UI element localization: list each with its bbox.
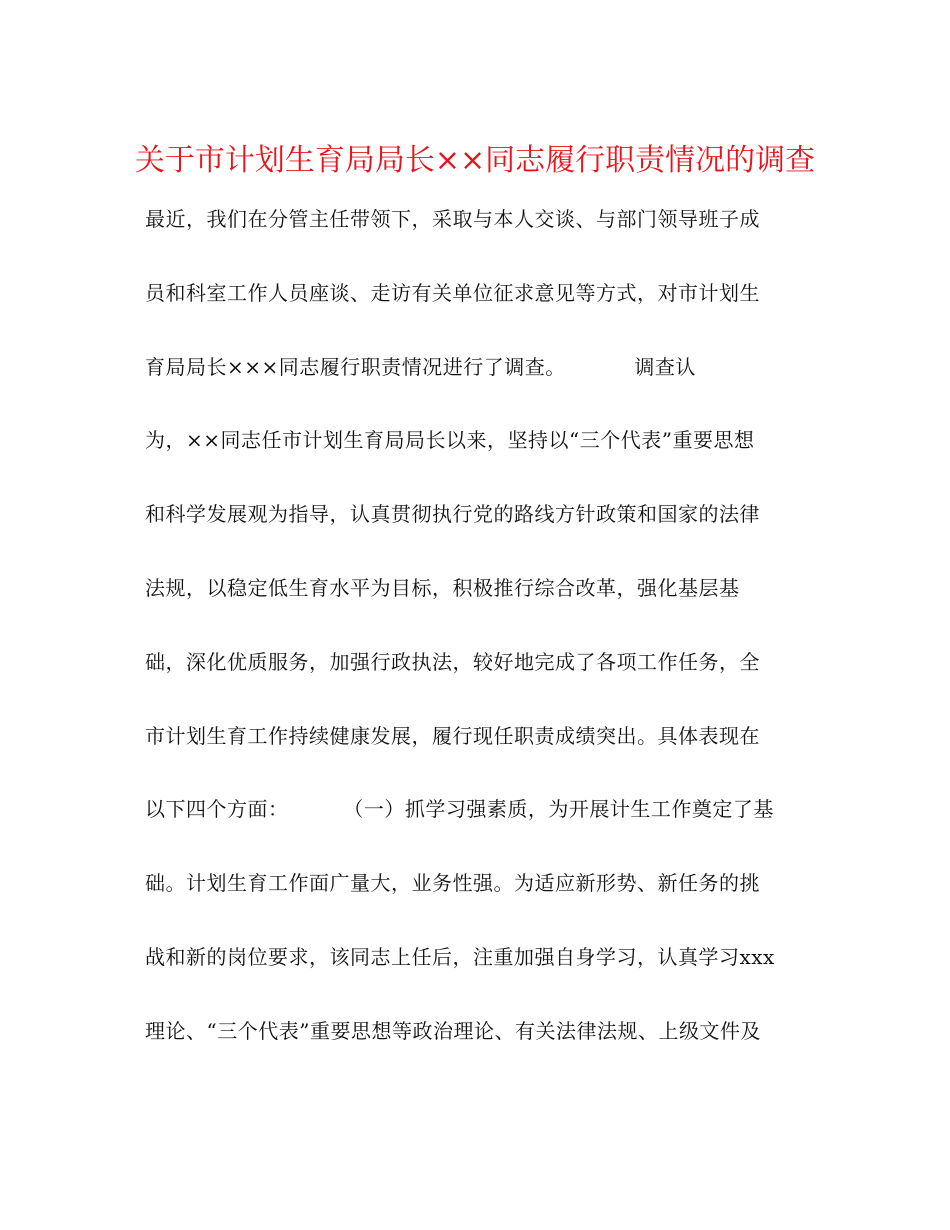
body-line: 员和科室工作人员座谈、走访有关单位征求意见等方式，对市计划生 <box>145 280 760 305</box>
body-line: 最近，我们在分管主任带领下，采取与本人交谈、与部门领导班子成 <box>145 207 760 231</box>
body-line: 础，深化优质服务，加强行政执法，较好地完成了各项工作任务，全 <box>145 649 760 674</box>
body-line: 为，××同志任市计划生育局局长以来，坚持以“三个代表”重要思想 <box>145 428 755 453</box>
document-body <box>145 196 825 1082</box>
body-line: 和科学发展观为指导，认真贯彻执行党的路线方针政策和国家的法律 <box>145 502 760 527</box>
body-line: 市计划生育工作持续健康发展，履行现任职责成绩突出。具体表现在 <box>145 723 760 748</box>
body-line: 育局局长×××同志履行职责情况进行了调查。 调查认 <box>145 354 696 379</box>
document-title: 关于市计划生育局局长××同志履行职责情况的调查 <box>134 143 816 178</box>
body-line: 战和新的岗位要求，该同志上任后，注重加强自身学习，认真学习xxx <box>145 944 775 969</box>
body-line: 础。计划生育工作面广量大，业务性强。为适应新形势、新任务的挑 <box>145 871 760 896</box>
body-line: 以下四个方面： （一）抓学习强素质，为开展计生工作奠定了基 <box>145 797 774 822</box>
body-line: 理论、“三个代表”重要思想等政治理论、有关法律法规、上级文件及 <box>145 1018 761 1043</box>
body-line: 法规，以稳定低生育水平为目标，积极推行综合改革，强化基层基 <box>145 575 740 600</box>
